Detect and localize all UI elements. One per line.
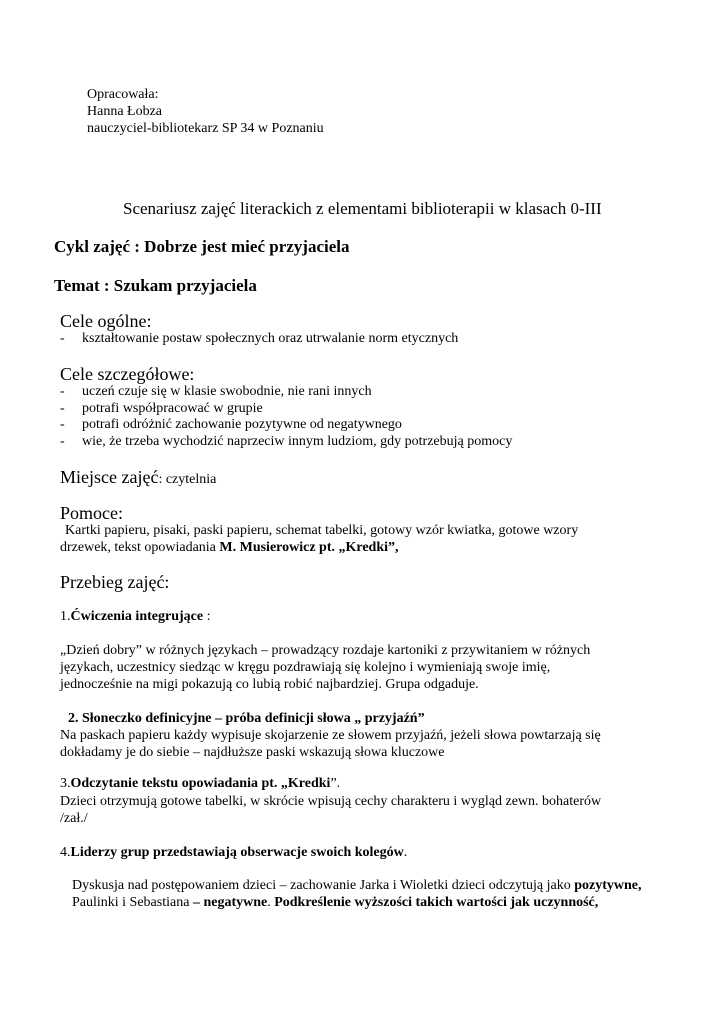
specific-goal-text: wie, że trzeba wychodzić naprzeciw innym ludziom, gdy potrzebują pomocy: [82, 434, 513, 449]
bullet: -: [60, 331, 65, 346]
author-name: Hanna Łobza: [87, 104, 163, 119]
step-suffix: ”.: [330, 776, 341, 791]
document-title: Scenariusz zajęć literackich z elementami biblioterapii w klasach 0-III: [123, 199, 602, 218]
step-2-paragraph-line: dokładamy je do siebie – najdłuższe paski wskazują słowa kluczowe: [60, 745, 445, 760]
step-2-heading: 2. Słoneczko definicyjne – próba definicji słowa „ przyjaźń”: [68, 711, 425, 726]
aids-text: drzewek, tekst opowiadania: [60, 540, 220, 555]
discussion-emphasis: Podkreślenie wyższości takich wartości jak uczynność,: [274, 895, 599, 910]
discussion-text: Paulinki i Sebastiana: [72, 895, 193, 910]
step-suffix: .: [403, 845, 408, 860]
step-number: 3.: [60, 776, 71, 791]
author-role: nauczyciel-bibliotekarz SP 34 w Poznaniu: [87, 121, 324, 136]
step-2-paragraph-line: Na paskach papieru każdy wypisuje skojarzenie ze słowem przyjaźń, jeżeli słowa powtarzają się: [60, 728, 601, 743]
general-goals-heading: Cele ogólne:: [60, 311, 152, 331]
specific-goals-heading: Cele szczegółowe:: [60, 364, 195, 384]
discussion-text: Dyskusja nad postępowaniem dzieci – zachowanie Jarka i Wioletki dzieci odczytują jako: [72, 878, 575, 893]
place-heading: Miejsce zajęć: [60, 467, 159, 487]
step-number: 4.: [60, 845, 71, 860]
place-value: : czytelnia: [158, 472, 217, 487]
step-3-heading: [60, 776, 340, 792]
step-title: Liderzy grup przedstawiają obserwacje swoich kolegów: [70, 845, 404, 860]
step-3-paragraph-line: /zał./: [60, 811, 88, 826]
specific-goal-text: potrafi współpracować w grupie: [82, 401, 263, 416]
bullet: -: [60, 401, 65, 416]
bullet: -: [60, 384, 65, 399]
discussion-line-1: [72, 878, 642, 894]
general-goal-text: kształtowanie postaw społecznych oraz utrwalanie norm etycznych: [82, 331, 459, 346]
aids-book-title: M. Musierowicz pt. „Kredki”,: [219, 540, 399, 555]
step-1-paragraph-line: „Dzień dobry” w różnych językach – prowadzący rozdaje kartoniki z przywitaniem w różnych: [60, 643, 591, 658]
cycle-heading: Cykl zajęć : Dobrze jest mieć przyjaciela: [54, 237, 350, 256]
author-label: Opracowała:: [87, 87, 159, 102]
step-1-paragraph-line: jednocześnie na migi pokazują co lubią robić najbardziej. Grupa odgaduje.: [60, 677, 479, 692]
step-1-paragraph-line: językach, uczestnicy siedząc w kręgu pozdrawiają się kolejno i wymieniają swoje imię,: [60, 660, 551, 675]
step-number: 1.: [60, 609, 71, 624]
aids-line-1: Kartki papieru, pisaki, paski papieru, schemat tabelki, gotowy wzór kwiatka, gotowe wzory: [65, 523, 579, 538]
step-title: Odczytanie tekstu opowiadania pt. „Kredki: [70, 776, 331, 791]
step-3-paragraph-line: Dzieci otrzymują gotowe tabelki, w skrócie wpisują cechy charakteru i wygląd zewn. bohaterów: [60, 794, 602, 809]
step-4-heading: [60, 845, 407, 861]
aids-line-2: [60, 540, 399, 556]
step-title: Ćwiczenia integrujące: [70, 609, 204, 624]
discussion-emphasis: – negatywne: [192, 895, 268, 910]
bullet: -: [60, 434, 65, 449]
aids-heading: Pomoce:: [60, 503, 123, 523]
step-suffix: :: [203, 609, 211, 624]
procedure-heading: Przebieg zajęć:: [60, 572, 170, 592]
discussion-text: .: [267, 895, 275, 910]
place-line: [60, 467, 216, 488]
step-1-heading: [60, 609, 210, 625]
specific-goal-text: uczeń czuje się w klasie swobodnie, nie rani innych: [82, 384, 372, 399]
discussion-line-2: [72, 895, 598, 911]
specific-goal-text: potrafi odróżnić zachowanie pozytywne od negatywnego: [82, 417, 402, 432]
bullet: -: [60, 417, 65, 432]
discussion-emphasis: pozytywne,: [574, 878, 642, 893]
topic-heading: Temat : Szukam przyjaciela: [54, 276, 257, 295]
